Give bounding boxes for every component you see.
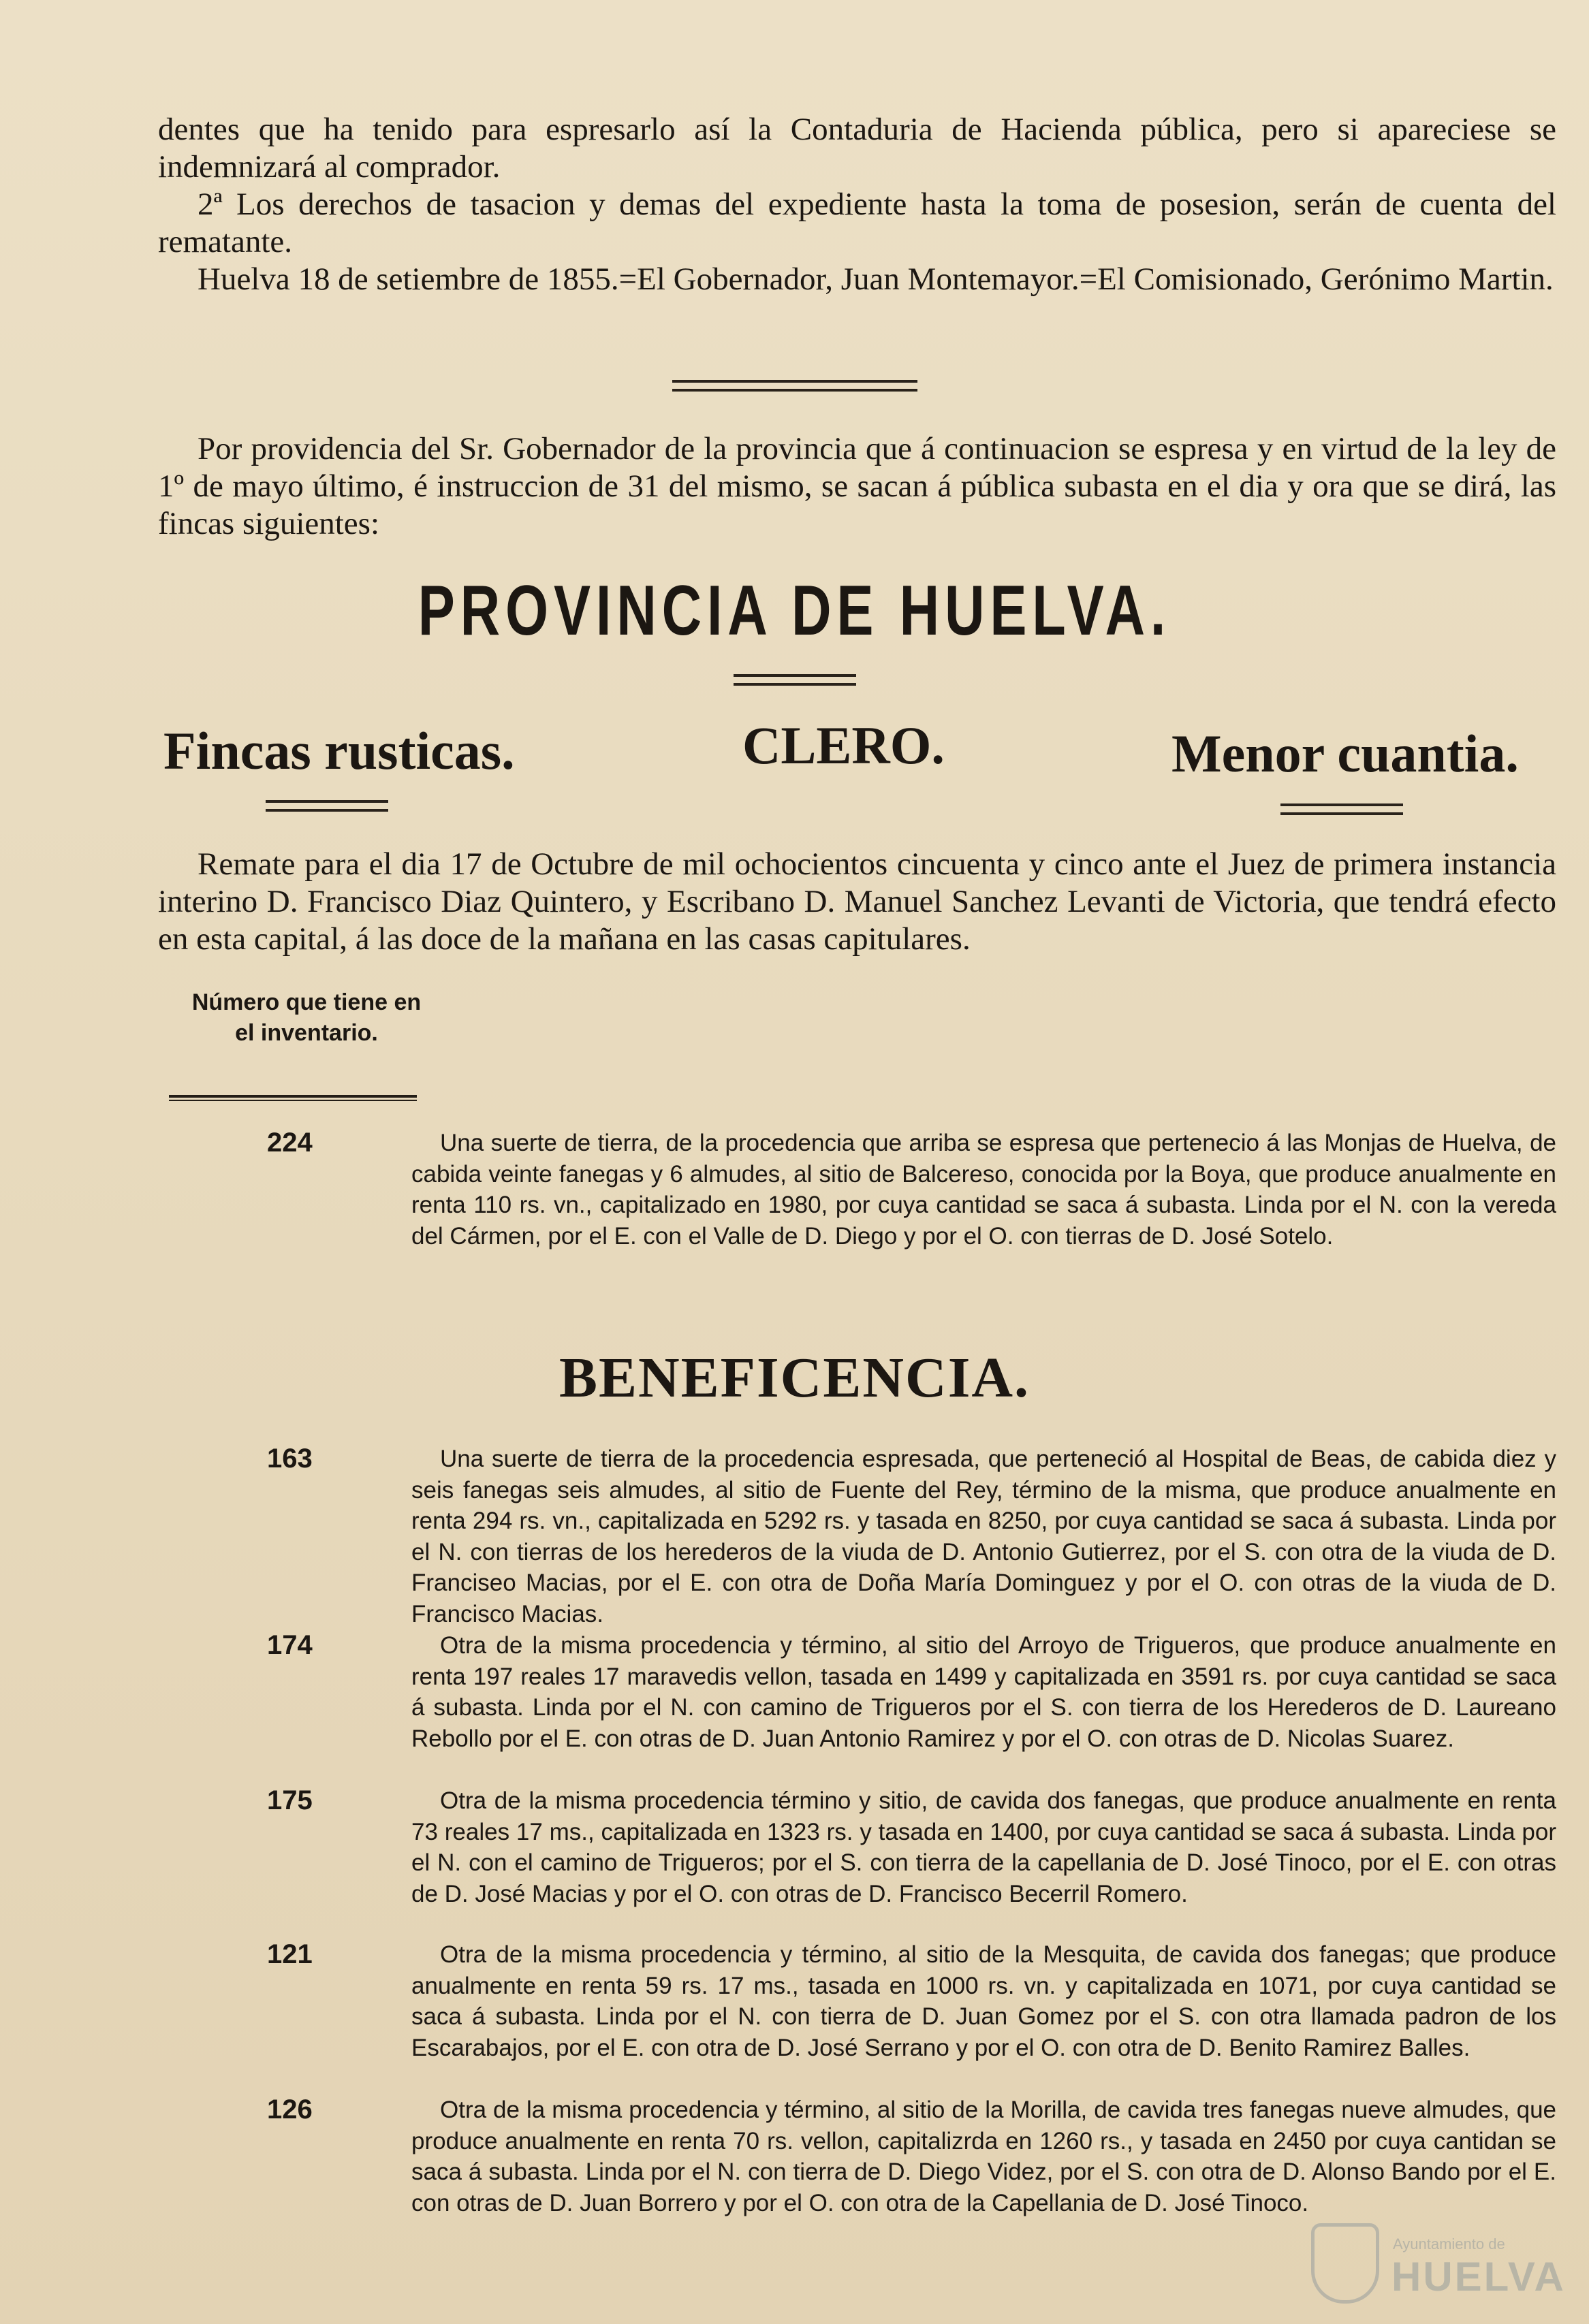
inventory-number: 224 bbox=[267, 1128, 313, 1158]
list-item bbox=[158, 1128, 1556, 1252]
inventory-number: 163 bbox=[267, 1444, 313, 1474]
archive-watermark bbox=[1311, 2223, 1566, 2305]
section-divider bbox=[672, 380, 917, 392]
entry-description: Otra de la misma procedencia término y sitio, de cavida dos fanegas, que produce anualmente en renta 73 reales 17 ms., capitalizada en 1323 rs. y tasada en 1400, por cuya cantidad se saca á subasta. Linda por el N. con el camino de Trigueros; por el S. con tierra de la capellania de D. José Tinoco, por el E. con otras de D. José Macias y por el O. con otras de D. Francisco Becerril Romero. bbox=[411, 1787, 1556, 1907]
watermark-small-text: Ayuntamiento de bbox=[1393, 2235, 1505, 2253]
list-item bbox=[158, 1444, 1556, 1629]
inventory-number: 121 bbox=[267, 1939, 313, 1969]
intro-paragraph-1: dentes que ha tenido para espresarlo así la Contaduria de Hacienda pública, pero si apareciese se indemnizará al comprador. bbox=[158, 112, 1556, 185]
subhead-left-rule bbox=[266, 800, 388, 812]
city-seal-icon bbox=[1311, 2223, 1379, 2304]
entry-description: Una suerte de tierra, de la procedencia que arriba se espresa que pertenecio á las Monjas de Huelva, de cabida veinte fanegas y 6 almudes, al sitio de Balcereso, conocida por la Boya, que produce anualmente en renta 110 rs. vn., capitalizado en 1980, por cuya cantidad se saca á subasta. Linda por el N. con la vereda del Cármen, por el E. con el Valle de D. Diego y por el O. con tierras de D. José Sotelo. bbox=[411, 1130, 1556, 1249]
entry-description: Otra de la misma procedencia y término, al sitio del Arroyo de Trigueros, que produce anualmente en renta 197 reales 17 maravedis vellon, tasada en 1499 y capitalizada en 3591 rs. por cuya cantidad se saca á subasta. Linda por el N. con camino de Trigueros por el S. con tierra de los Herederos de D. Laureano Rebollo por el E. con otras de D. Juan Antonio Ramirez y por el O. con otras de D. Nicolas Suarez. bbox=[411, 1632, 1556, 1752]
subhead-menor-cuantia: Menor cuantia. bbox=[1171, 724, 1519, 783]
intro-section bbox=[158, 111, 1556, 298]
subhead-right-rule bbox=[1280, 803, 1403, 815]
beneficencia-title: BENEFICENCIA. bbox=[558, 1346, 1031, 1410]
entry-description: Otra de la misma procedencia y término, al sitio de la Morilla, de cavida tres fanegas nueve almudes, que produce anualmente en renta 70 rs. vellon, capitalizrda en 1260 rs., y tasada en 2450 por cuya cantidan se saca á subasta. Linda por el N. con tierra de D. Diego Videz, por el S. con otra de D. Alonso Bando por el E. con otras de D. Juan Borrero y por el O. con otra de la Capellania de D. José Tinoco. bbox=[411, 2097, 1556, 2216]
column-header-rule bbox=[169, 1095, 417, 1101]
inventory-column-header: Número que tiene en el inventario. bbox=[191, 989, 422, 1046]
entry-description: Una suerte de tierra de la procedencia espresada, que perteneció al Hospital de Beas, de cabida diez y seis fanegas seis almudes, al sitio de Fuente del Rey, término de la misma, que produce anualmente en renta 294 rs. vn., capitalizada en 5292 rs. y tasada en 8250, por cuya cantidad se saca á subasta. Linda por el N. con tierras de los herederos de la viuda de D. Antonio Gutierrez, por el S. con otra de la viuda de D. Franciseo Macias, por el E. con otra de Doña María Dominguez y por el O. con otras de la viuda de D. Francisco Macias. bbox=[411, 1446, 1556, 1627]
entry-description: Otra de la misma procedencia y término, al sitio de la Mesquita, de cavida dos fanegas; que produce anualmente en renta 59 rs. 17 ms., tasada en 1000 rs. vn. y capitalizada en 1071, por cuya cantidad se saca á subasta. Linda por el N. con tierra de D. Juan Gomez por el S. con otra llamada padron de los Escarabajos, por el E. con otra de D. José Serrano y por el O. con otra de D. Benito Ramirez Balles. bbox=[411, 1941, 1556, 2061]
intro-paragraph-2: 2ª Los derechos de tasacion y demas del expediente hasta la toma de posesion, serán de cuenta del rematante. bbox=[158, 187, 1556, 259]
inventory-number: 175 bbox=[267, 1785, 313, 1815]
announcement-paragraph: Por providencia del Sr. Gobernador de la provincia que á continuacion se espresa y en virtud de la ley de 1º de mayo último, é instruccion de 31 del mismo, se sacan á pública subasta en el dia y ora que se dirá, las fincas siguientes: bbox=[158, 431, 1556, 541]
subhead-fincas-rusticas: Fincas rusticas. bbox=[163, 721, 515, 780]
list-item bbox=[158, 1939, 1556, 2063]
list-item bbox=[158, 2095, 1556, 2218]
list-item bbox=[158, 1630, 1556, 1754]
watermark-big-text: HUELVA bbox=[1391, 2254, 1566, 2299]
inventory-number: 174 bbox=[267, 1630, 313, 1660]
subhead-clero: CLERO. bbox=[742, 716, 945, 775]
list-item bbox=[158, 1785, 1556, 1909]
province-title: PROVINCIA DE HUELVA. bbox=[418, 571, 1171, 650]
auction-notice: Remate para el dia 17 de Octubre de mil ochocientos cincuenta y cinco ante el Juez de primera instancia interino D. Francisco Diaz Quintero, y Escribano D. Manuel Sanchez Levanti de Victoria, que tendrá efecto en esta capital, á las doce de la mañana en las casas capitulares. bbox=[158, 846, 1556, 957]
intro-signature: Huelva 18 de setiembre de 1855.=El Gobernador, Juan Montemayor.=El Comisionado, Gerónimo Martin. bbox=[198, 261, 1554, 297]
inventory-number: 126 bbox=[267, 2095, 313, 2124]
title-divider bbox=[734, 674, 856, 686]
